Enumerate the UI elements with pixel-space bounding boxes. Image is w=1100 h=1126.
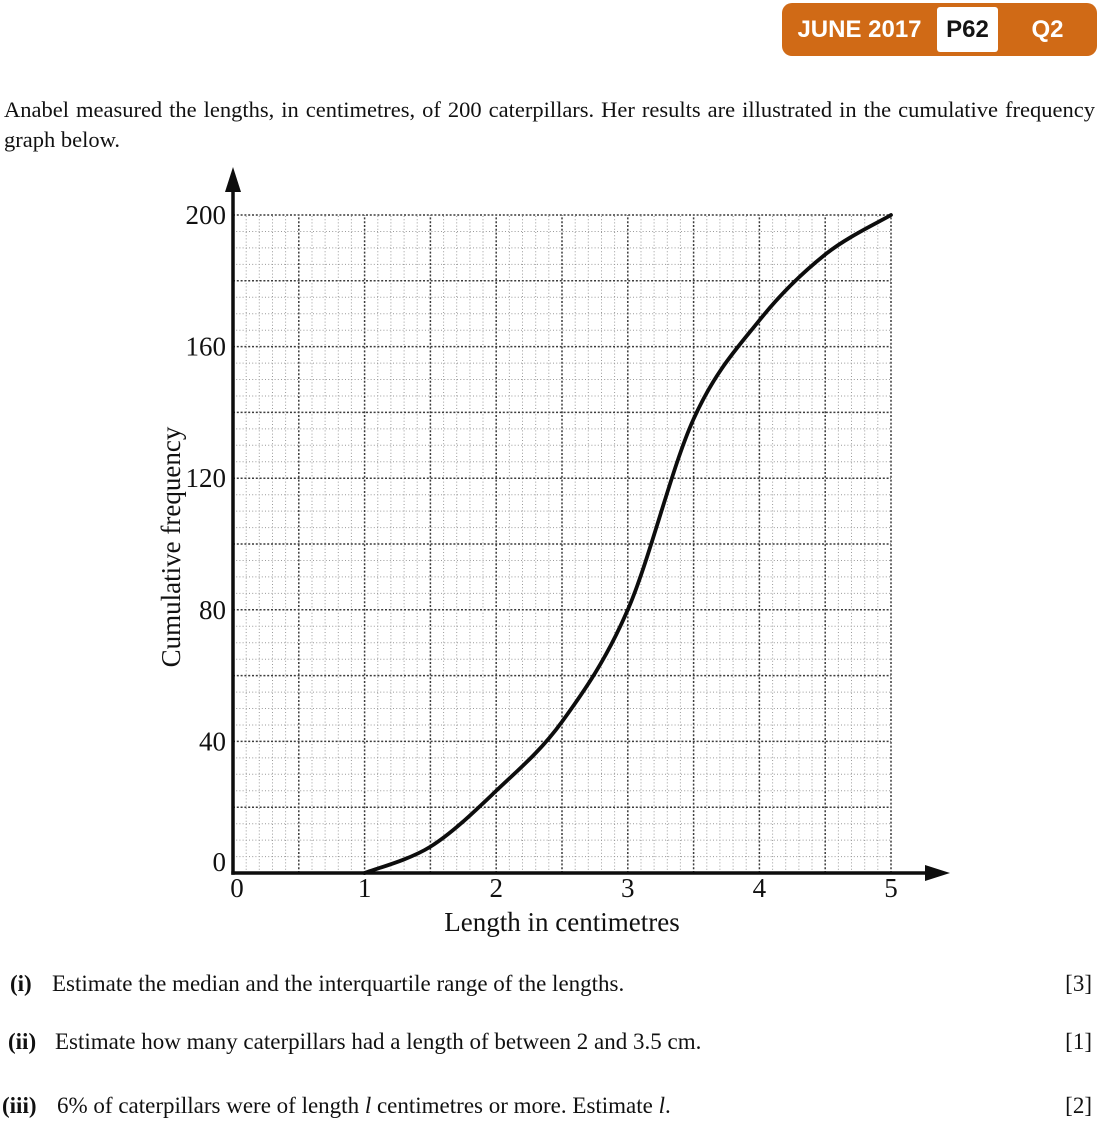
question-ii-marks: [1] [1065, 1029, 1092, 1054]
question-iii-text-part: centimetres or more. Estimate [371, 1093, 659, 1118]
y-tick-label: 40 [199, 726, 226, 757]
x-tick-label: 0 [230, 873, 244, 903]
grid-major-lines [233, 215, 891, 873]
x-tick-label: 4 [752, 873, 767, 903]
question-ii [0, 1029, 1100, 1055]
variable-l: l [658, 1093, 666, 1118]
variable-l: l [364, 1093, 372, 1118]
x-tick-label: 5 [884, 873, 898, 903]
question-ii-number: (ii) [8, 1029, 37, 1054]
x-tick-label: 1 [357, 873, 372, 903]
question-iii-text-part: . [665, 1093, 671, 1118]
y-tick-label: 120 [185, 463, 226, 494]
y-tick-label: 80 [199, 594, 226, 625]
question-i [0, 971, 1100, 997]
intro-text: Anabel measured the lengths, in centimetres, of 200 caterpillars. Her results are illustrated in the cumulative frequency graph below. [4, 96, 1095, 152]
badge-question-label: Q2 [1031, 15, 1064, 43]
question-iii-text [57, 1093, 671, 1119]
question-iii-number: (iii) [2, 1093, 37, 1118]
question-iii-marks: [2] [1065, 1093, 1092, 1118]
x-tick-label: 2 [489, 873, 503, 903]
x-axis-arrow [925, 865, 950, 881]
badge-session-label: JUNE 2017 [797, 15, 922, 43]
y-tick-label: 200 [185, 200, 226, 230]
badge-paper-label: P62 [937, 7, 998, 52]
y-axis-title: Cumulative frequency [156, 426, 186, 668]
x-tick-label: 3 [621, 873, 635, 903]
question-i-text: Estimate the median and the interquartile range of the lengths. [52, 971, 625, 996]
question-i-number: (i) [10, 971, 32, 996]
x-axis-title: Length in centimetres [444, 907, 680, 937]
question-iii-text-part: 6% of caterpillars were of length [57, 1093, 365, 1118]
y-axis-arrow [225, 167, 241, 192]
question-ii-text: Estimate how many caterpillars had a length of between 2 and 3.5 cm. [55, 1029, 702, 1054]
grid-major-path [233, 215, 891, 873]
y-tick-label: 0 [212, 847, 226, 877]
question-iii [0, 1093, 1100, 1119]
tick-labels [186, 200, 898, 903]
y-tick-label: 160 [185, 331, 226, 362]
question-i-marks: [3] [1065, 971, 1092, 996]
